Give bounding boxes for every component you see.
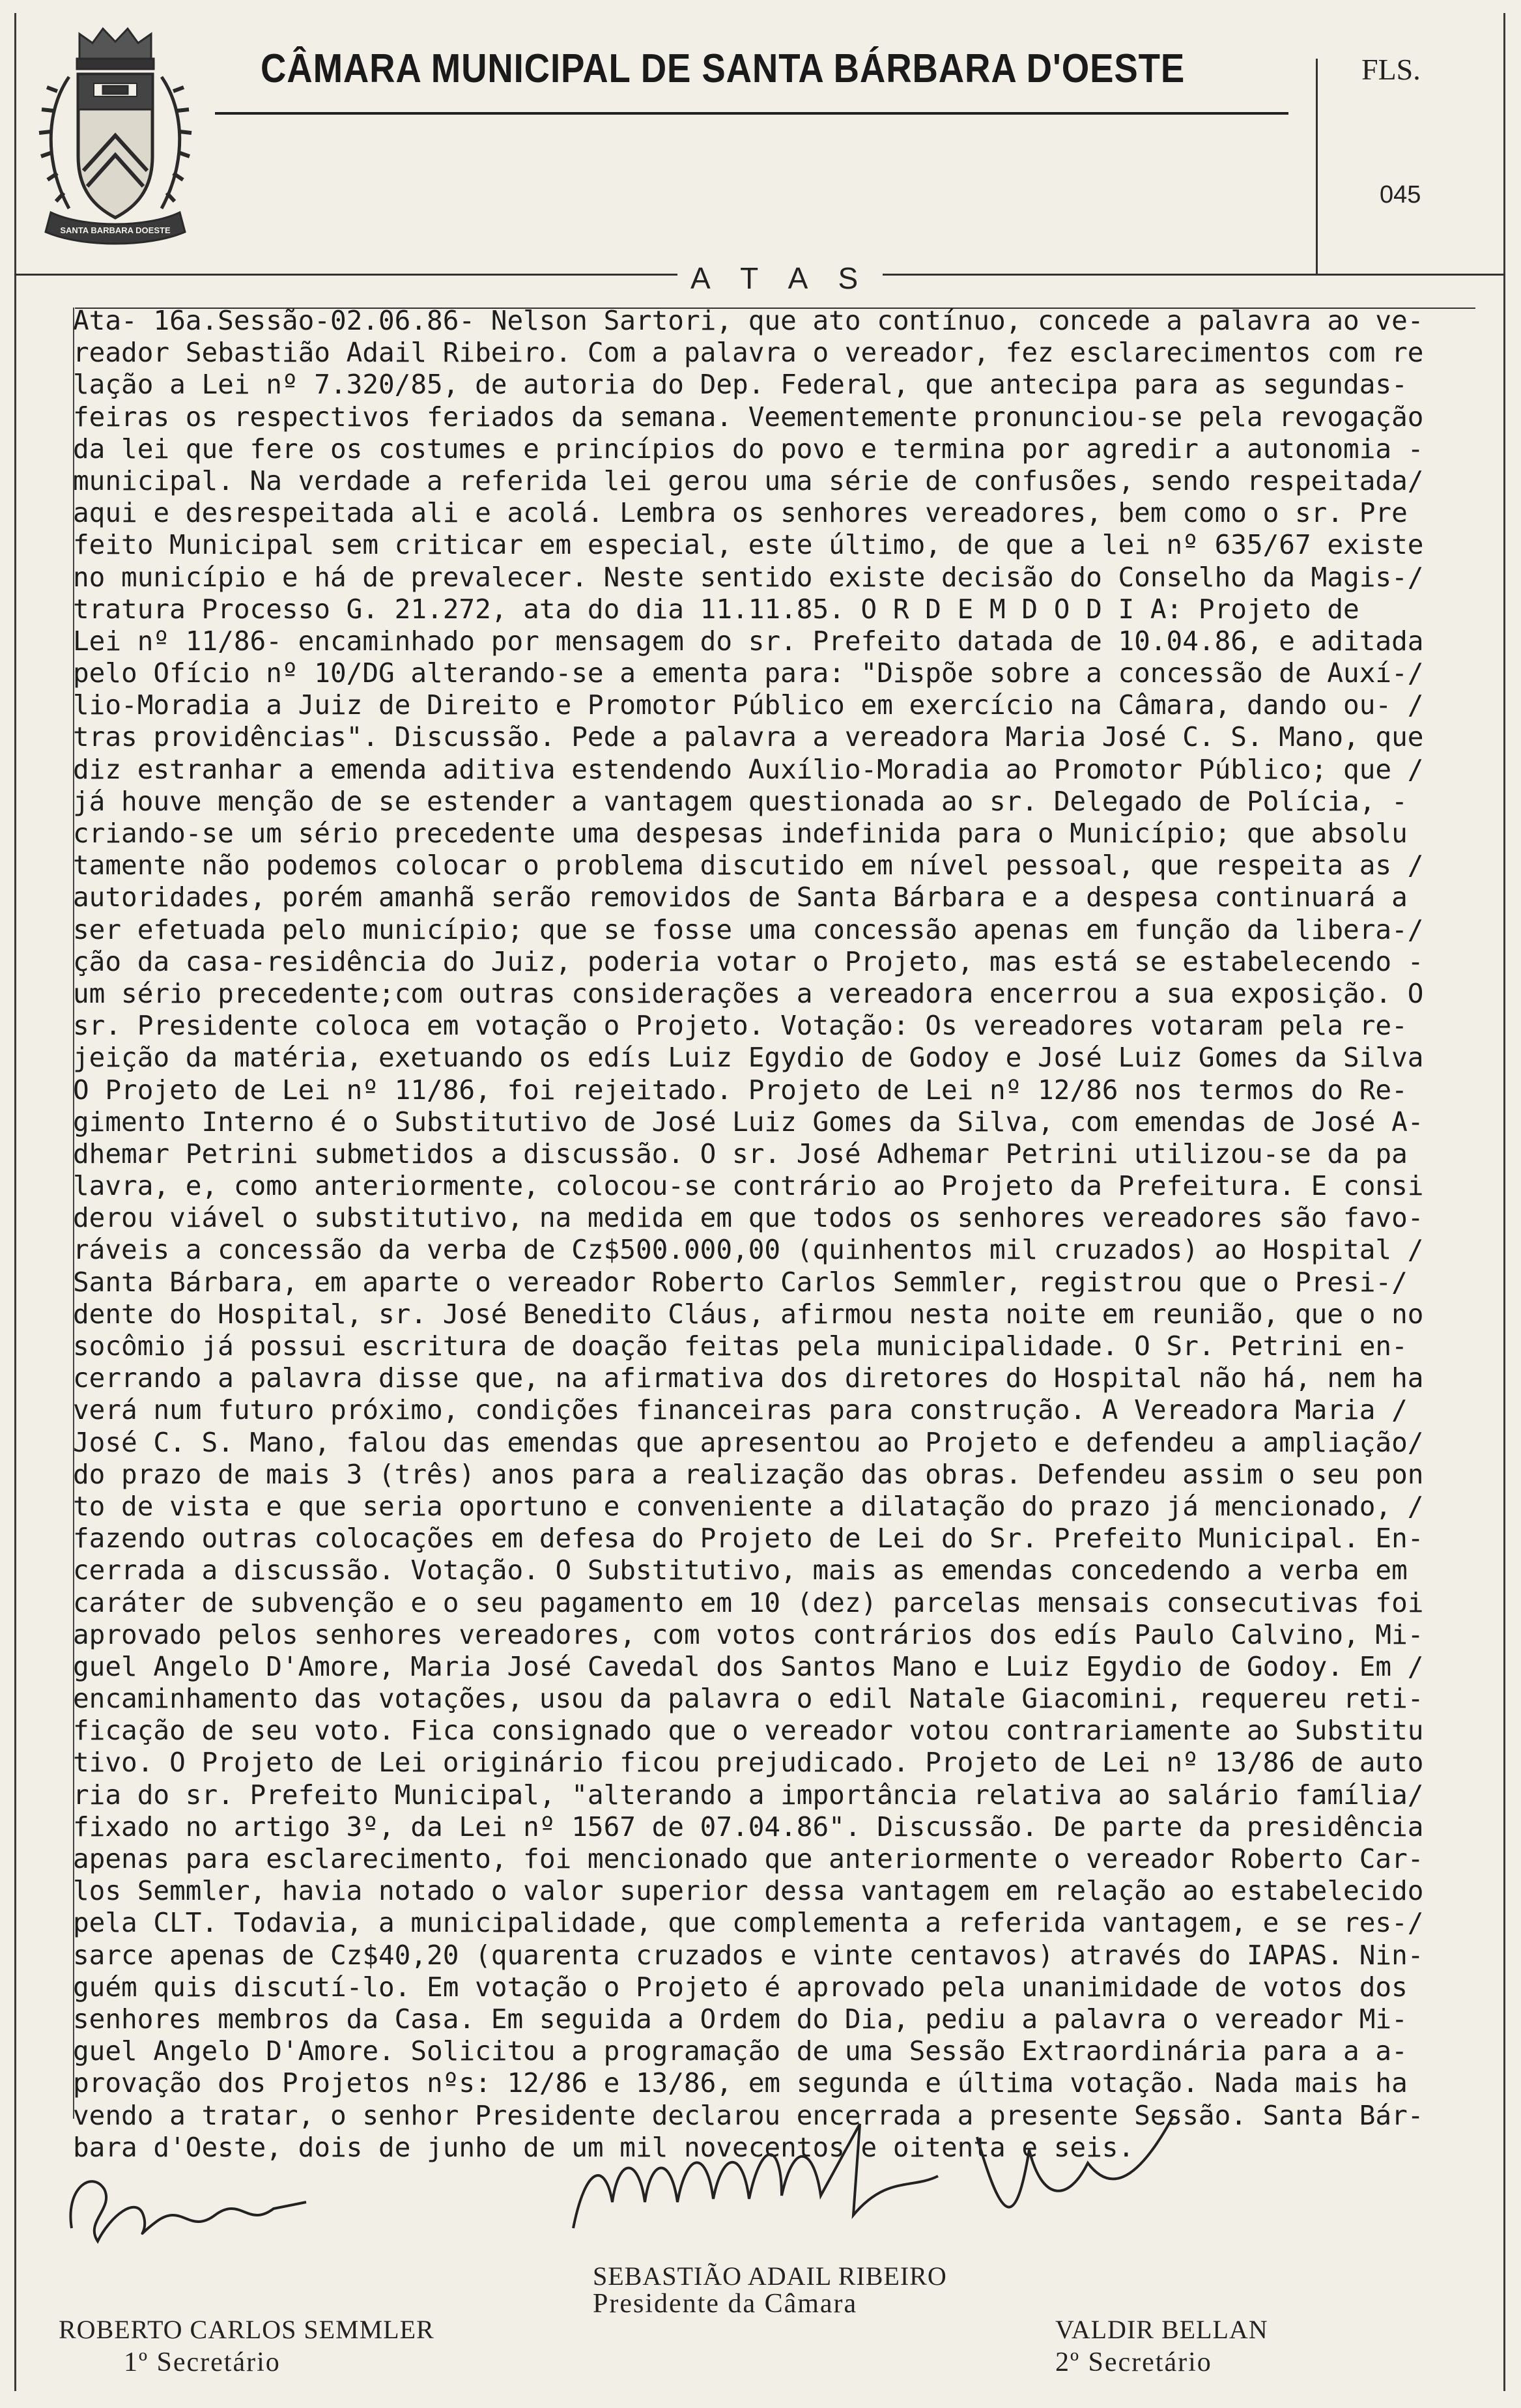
- council-name: CÂMARA MUNICIPAL DE SANTA BÁRBARA D'OESTE: [261, 46, 1186, 91]
- page-frame-left-border: [14, 13, 16, 2391]
- minutes-line: ráveis a concessão da verba de Cz$500.000,00 (quinhentos mil cruzados) ao Hospital /: [73, 1234, 1424, 1266]
- minutes-line: um sério precedente;com outras considerações a vereadora encerrou a sua exposição. O: [73, 977, 1424, 1009]
- signature-left-name: ROBERTO CARLOS SEMMLER: [59, 2315, 434, 2344]
- section-title: A T A S: [677, 261, 883, 296]
- minutes-line: autoridades, porém amanhã serão removidos de Santa Bárbara e a despesa continuará a: [73, 882, 1408, 913]
- folio-divider: [1316, 59, 1318, 274]
- signature-block: [39, 2150, 1498, 2398]
- minutes-line: to de vista e que seria oportuno e conveniente a dilatação do prazo já mencionado, /: [73, 1490, 1424, 1522]
- signature-right-name: VALDIR BELLAN: [1055, 2315, 1268, 2344]
- header-underline: [215, 112, 1288, 115]
- minutes-line: no município e há de prevalecer. Neste sentido existe decisão do Conselho da Magis-/: [73, 561, 1424, 593]
- minutes-line: tras providências". Discussão. Pede a palavra a vereadora Maria José C. S. Mano, que: [73, 721, 1424, 753]
- crest-banner-text: SANTA BARBARA DOESTE: [60, 225, 171, 235]
- signature-center-name: SEBASTIÃO ADAIL RIBEIRO: [593, 2261, 947, 2291]
- signature-right-role: 2º Secretário: [1055, 2347, 1212, 2377]
- minutes-line: Ata- 16a.Sessão-02.06.86- Nelson Sartori, que ato contínuo, concede a palavra ao ve-: [73, 305, 1424, 336]
- minutes-line: feito Municipal sem criticar em especial, este último, de que a lei nº 635/67 existe: [73, 529, 1424, 561]
- minutes-line: Santa Bárbara, em aparte o vereador Roberto Carlos Semmler, registrou que o Presi-/: [73, 1266, 1408, 1298]
- coat-of-arms-icon: [31, 20, 199, 248]
- folio-label: FLS.: [1361, 53, 1421, 86]
- minutes-line: bara d'Oeste, dois de junho de um mil novecentos e oitenta e seis.: [73, 2131, 1135, 2163]
- minutes-line: ria do sr. Prefeito Municipal, "alterando a importância relativa ao salário família/: [73, 1779, 1424, 1811]
- minutes-line: feiras os respectivos feriados da semana. Veementemente pronunciou-se pela revogação: [73, 401, 1424, 433]
- minutes-line: ser efetuada pelo município; que se fosse uma concessão apenas em função da libera-/: [73, 913, 1424, 945]
- minutes-line: sr. Presidente coloca em votação o Projeto. Votação: Os vereadores votaram pela re-: [73, 1010, 1408, 1042]
- minutes-line: Lei nº 11/86- encaminhado por mensagem do sr. Prefeito datada de 10.04.86, e aditada: [73, 625, 1424, 657]
- minutes-line: cerrando a palavra disse que, na afirmativa dos diretores do Hospital não há, nem ha: [73, 1362, 1424, 1394]
- minutes-line: ção da casa-residência do Juiz, poderia votar o Projeto, mas está se estabelecendo -: [73, 945, 1424, 977]
- minutes-line: guel Angelo D'Amore. Solicitou a programação de uma Sessão Extraordinária para a a-: [73, 2035, 1408, 2067]
- minutes-line: verá num futuro próximo, condições financeiras para construção. A Vereadora Maria /: [73, 1394, 1408, 1426]
- minutes-line: sarce apenas de Cz$40,20 (quarenta cruzados e vinte centavos) através do IAPAS. Nin-: [73, 1939, 1424, 1971]
- minutes-line: jeição da matéria, exetuando os edís Luiz Egydio de Godoy e José Luiz Gomes da Silva: [73, 1042, 1424, 1074]
- minutes-line: cerrada a discussão. Votação. O Substitutivo, mais as emendas concedendo a verba em: [73, 1555, 1408, 1586]
- minutes-line: tratura Processo G. 21.272, ata do dia 11.11.85. O R D E M D O D I A: Projeto de: [73, 593, 1359, 625]
- minutes-line: lavra, e, como anteriormente, colocou-se contrário ao Projeto da Prefeitura. E consi: [73, 1170, 1424, 1202]
- minutes-line: senhores membros da Casa. Em seguida a Ordem do Dia, pediu a palavra o vereador Mi-: [73, 2003, 1408, 2035]
- minutes-line: apenas para esclarecimento, foi mencionado que anteriormente o vereador Roberto Car-: [73, 1843, 1424, 1874]
- minutes-line: tivo. O Projeto de Lei originário ficou prejudicado. Projeto de Lei nº 13/86 de auto: [73, 1747, 1424, 1779]
- minutes-line: provação dos Projetos nºs: 12/86 e 13/86, em segunda e última votação. Nada mais ha: [73, 2067, 1408, 2099]
- minutes-line: ficação de seu voto. Fica consignado que o vereador votou contrariamente ao Substitu: [73, 1715, 1424, 1747]
- page-number: 045: [1380, 181, 1421, 208]
- minutes-line: guel Angelo D'Amore, Maria José Cavedal dos Santos Mano e Luiz Egydio de Godoy. Em /: [73, 1650, 1424, 1682]
- minutes-line: fazendo outras colocações em defesa do Projeto de Lei do Sr. Prefeito Municipal. En-: [73, 1523, 1424, 1555]
- minutes-line: José C. S. Mano, falou das emendas que apresentou ao Projeto e defendeu a ampliação/: [73, 1426, 1424, 1458]
- minutes-line: criando-se um sério precedente uma despesas indefinida para o Município; que absolu: [73, 818, 1408, 849]
- minutes-line: derou viável o substitutivo, na medida em que todos os senhores vereadores são favo-: [73, 1202, 1424, 1234]
- minutes-line: gimento Interno é o Substitutivo de José Luiz Gomes da Silva, com emendas de José A-: [73, 1106, 1424, 1138]
- signature-scribble-center: [547, 2059, 1199, 2254]
- minutes-line: reador Sebastião Adail Ribeiro. Com a palavra o vereador, fez esclarecimentos com re: [73, 337, 1424, 369]
- minutes-line: lação a Lei nº 7.320/85, de autoria do Dep. Federal, que antecipa para as segundas-: [73, 369, 1408, 401]
- minutes-line: municipal. Na verdade a referida lei gerou uma série de confusões, sendo respeitada/: [73, 465, 1424, 496]
- minutes-line: diz estranhar a emenda aditiva estendendo Auxílio-Moradia ao Promotor Público; que /: [73, 753, 1424, 785]
- minutes-line: aqui e desrespeitada ali e acolá. Lembra os senhores vereadores, bem como o sr. Pre: [73, 497, 1408, 529]
- minutes-line: lio-Moradia a Juiz de Direito e Promotor Público em exercício na Câmara, dando ou- /: [73, 689, 1424, 721]
- minutes-line: pelo Ofício nº 10/DG alterando-se a ementa para: "Dispõe sobre a concessão de Auxí-/: [73, 657, 1424, 689]
- minutes-line: vendo a tratar, o senhor Presidente declarou encerrada a presente Sessão. Santa Bár-: [73, 2099, 1424, 2131]
- minutes-line: fixado no artigo 3º, da Lei nº 1567 de 07.04.86". Discussão. De parte da presidência: [73, 1811, 1424, 1842]
- page-frame-right-border: [1503, 13, 1505, 2391]
- minutes-line: dente do Hospital, sr. José Benedito Cláus, afirmou nesta noite em reunião, que o no: [73, 1298, 1424, 1330]
- minutes-line: já houve menção de se estender a vantagem questionada ao sr. Delegado de Polícia, -: [73, 785, 1408, 817]
- minutes-line: socômio já possui escritura de doação feitas pela municipalidade. O Sr. Petrini en-: [73, 1330, 1408, 1362]
- minutes-line: encaminhamento das votações, usou da palavra o edil Natale Giacomini, requereu reti-: [73, 1683, 1424, 1715]
- minutes-line: O Projeto de Lei nº 11/86, foi rejeitado. Projeto de Lei nº 12/86 nos termos do Re-: [73, 1074, 1408, 1106]
- minutes-line: aprovado pelos senhores vereadores, com votos contrários dos edís Paulo Calvino, Mi-: [73, 1618, 1424, 1650]
- minutes-line: los Semmler, havia notado o valor superior dessa vantagem em relação ao estabelecido: [73, 1875, 1424, 1907]
- minutes-body: [73, 305, 1454, 2164]
- signature-center-role: Presidente da Câmara: [593, 2289, 858, 2319]
- signature-left-role: 1º Secretário: [124, 2347, 281, 2377]
- minutes-line: da lei que fere os costumes e princípios do povo e termina por agredir a autonomia -: [73, 433, 1424, 465]
- minutes-line: do prazo de mais 3 (três) anos para a realização das obras. Defendeu assim o seu pon: [73, 1458, 1424, 1490]
- minutes-line: tamente não podemos colocar o problema discutido em nível pessoal, que respeita as /: [73, 850, 1424, 882]
- minutes-line: dhemar Petrini submetidos a discussão. O sr. José Adhemar Petrini utilizou-se da pa: [73, 1138, 1408, 1169]
- signature-scribble-left: [52, 2150, 326, 2254]
- minutes-line: guém quis discutí-lo. Em votação o Projeto é aprovado pela unanimidade de votos dos: [73, 1971, 1408, 2003]
- minutes-line: pela CLT. Todavia, a municipalidade, que complementa a referida vantagem, e se res-/: [73, 1907, 1424, 1939]
- minutes-line: caráter de subvenção e o seu pagamento em 10 (dez) parcelas mensais consecutivas foi: [73, 1586, 1424, 1618]
